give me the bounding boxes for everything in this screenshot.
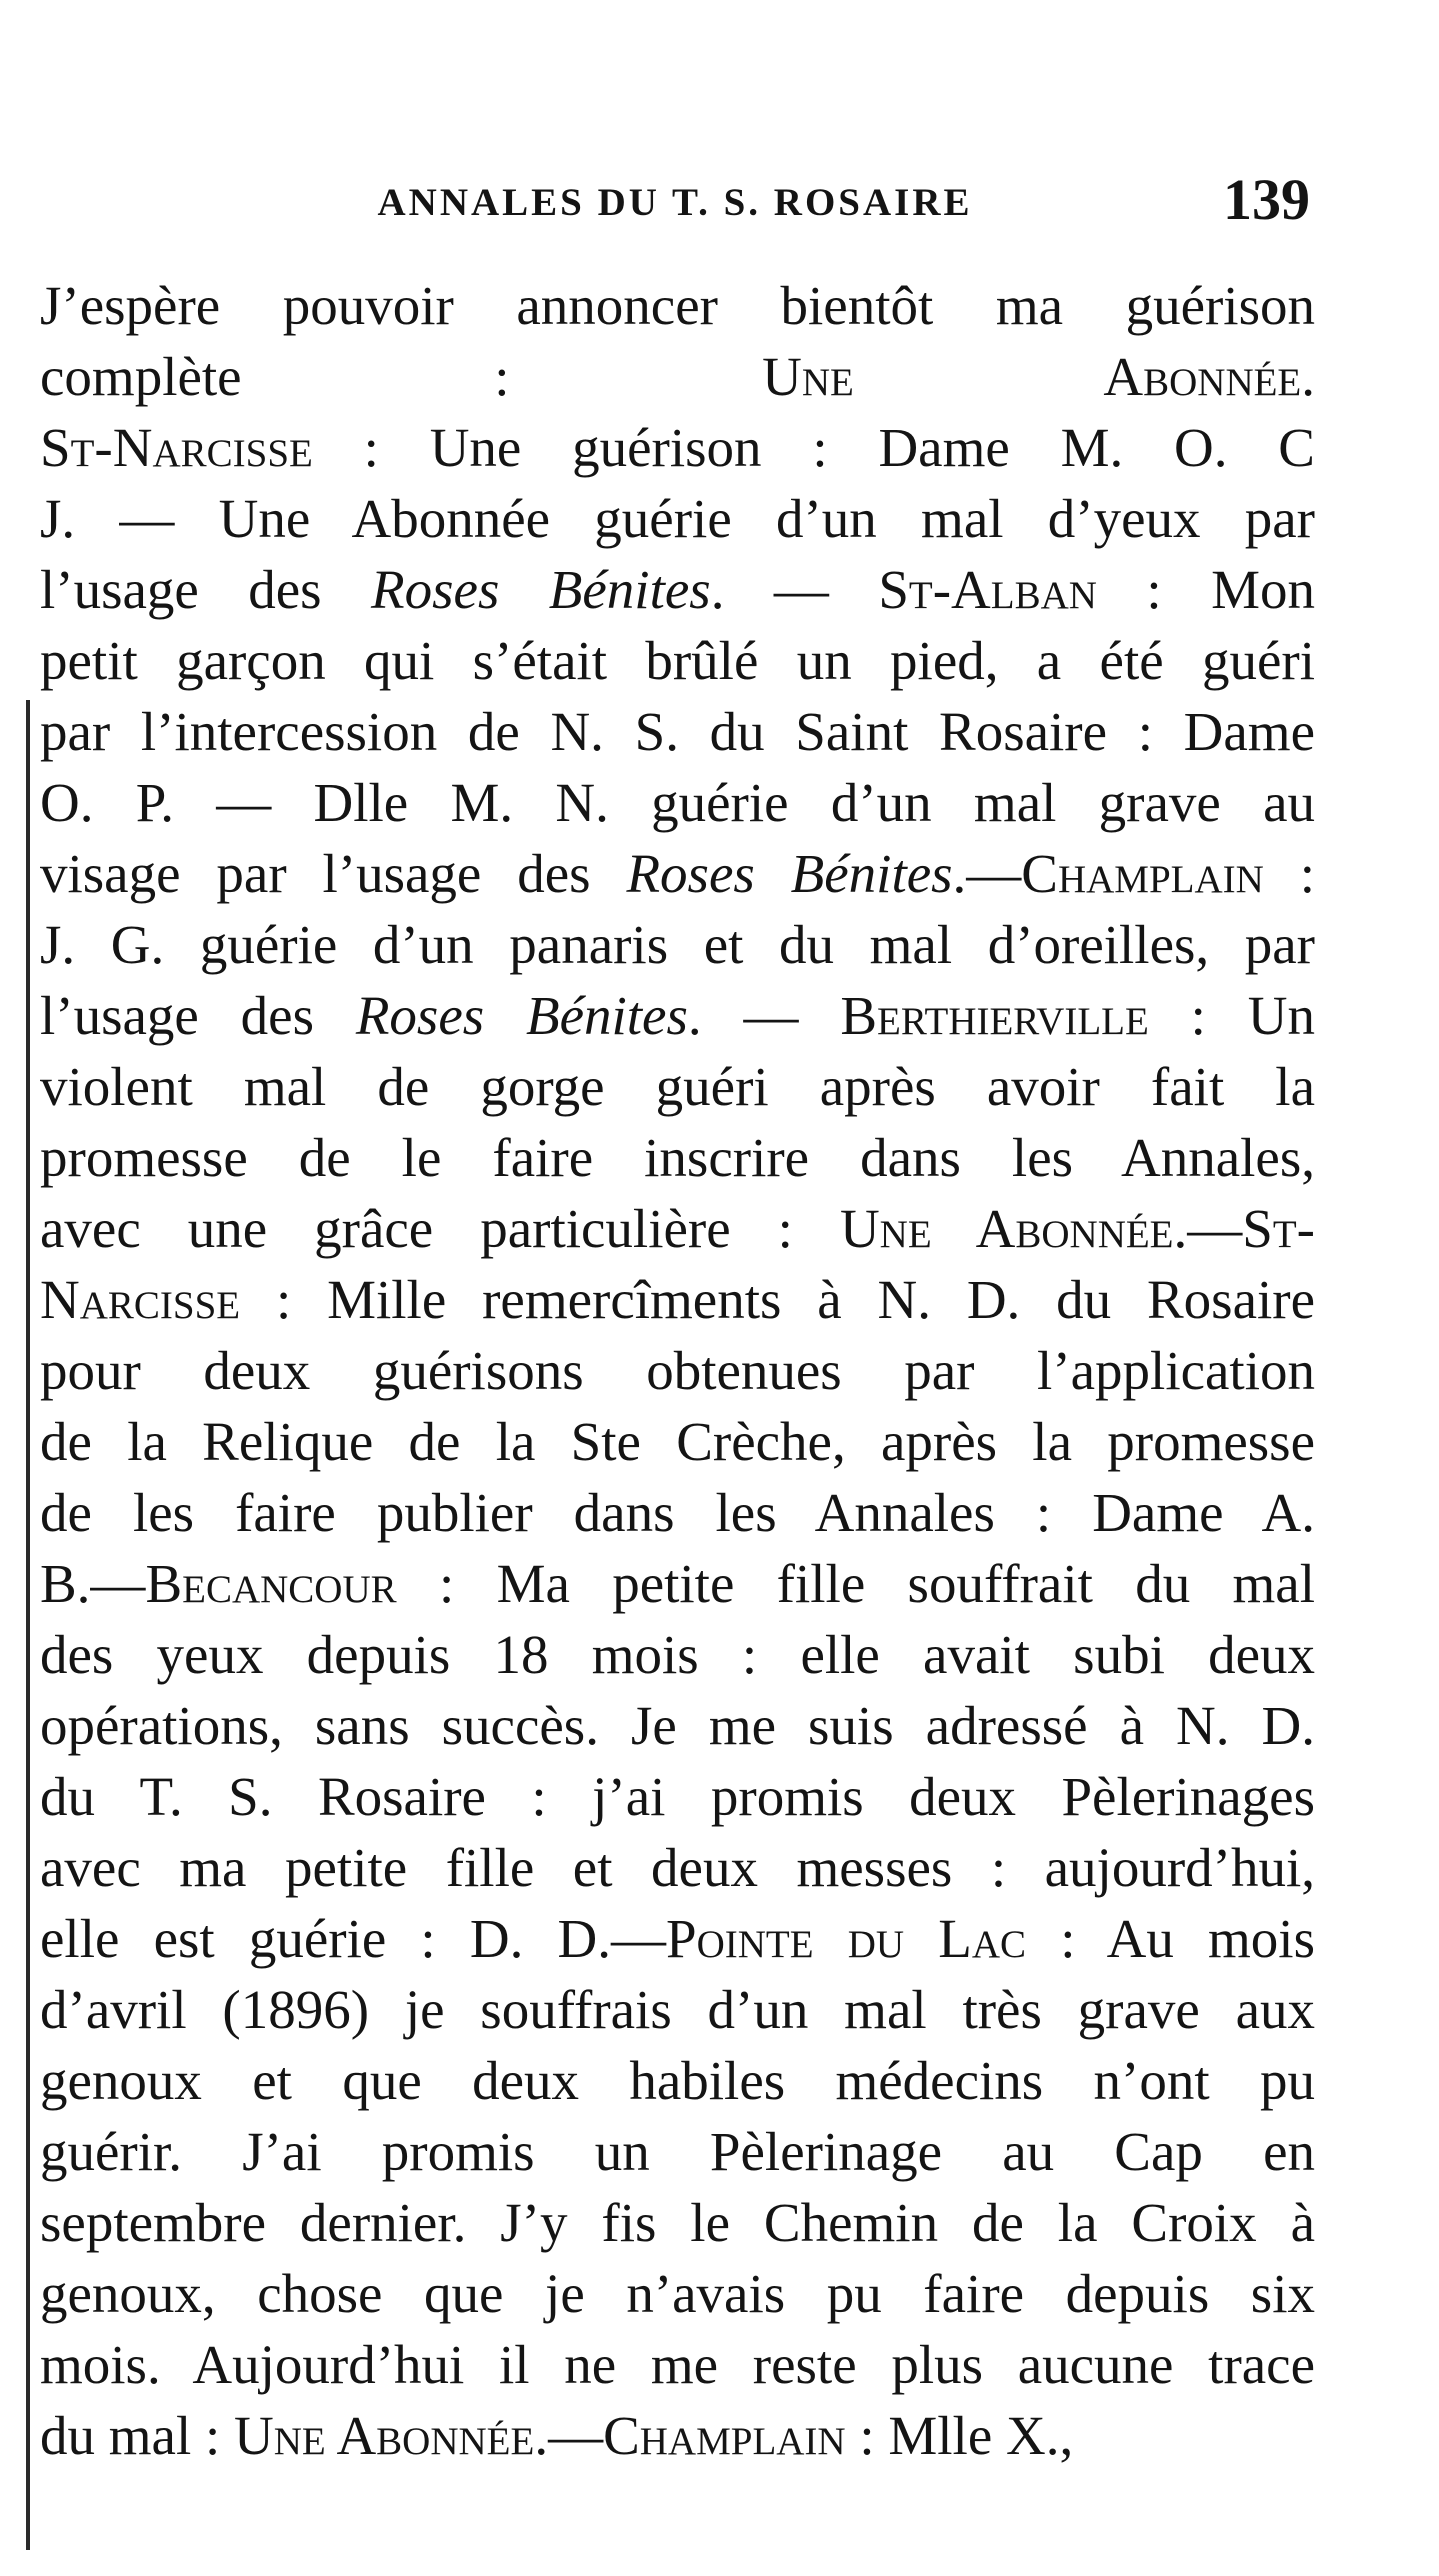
text-segment: . — (687, 985, 841, 1046)
text-line (40, 1548, 1315, 1619)
text-line (40, 696, 1315, 767)
small-caps-segment: Une Abonnée (762, 346, 1302, 407)
text-segment: l’usage des (40, 985, 356, 1046)
small-caps-segment: Narcisse (40, 1269, 241, 1330)
text-segment: : Mlle X., (845, 2405, 1074, 2466)
text-segment: du T. S. Rosaire : j’ai promis deux Pèlerinages (40, 1766, 1315, 1827)
text-segment: J’espère pouvoir annoncer bientôt ma guérison (40, 275, 1315, 336)
text-segment: pour deux guérisons obtenues par l’application (40, 1340, 1315, 1401)
text-segment: complète : (40, 346, 763, 407)
text-segment: : Au mois (1026, 1908, 1315, 1969)
small-caps-segment: Une Abonnée (839, 1198, 1174, 1259)
text-line (40, 980, 1315, 1051)
text-segment: avec une grâce particulière : (40, 1198, 840, 1259)
text-segment: promesse de le faire inscrire dans les Annales, (40, 1127, 1315, 1188)
binding-edge-rule (26, 700, 30, 2550)
italic-segment: Roses Bénites (355, 985, 688, 1046)
small-caps-segment: Une Abonnée (234, 2405, 535, 2466)
italic-segment: Roses Bénites (626, 843, 953, 904)
text-segment: l’usage des (40, 559, 372, 620)
text-segment: elle est guérie : D. D.— (40, 1908, 667, 1969)
text-segment: : Mille remercîments à N. D. du Rosaire (240, 1269, 1315, 1330)
text-segment: .— (1173, 1198, 1243, 1259)
small-caps-segment: Berthierville (840, 985, 1149, 1046)
text-line (40, 2116, 1315, 2187)
text-segment: de la Relique de la Ste Crèche, après la promesse (40, 1411, 1315, 1472)
text-segment: du mal : (40, 2405, 235, 2466)
text-segment: : Ma petite fille souffrait du mal (396, 1553, 1315, 1614)
text-segment: . — (710, 559, 879, 620)
text-line (40, 1903, 1315, 1974)
text-line (40, 483, 1315, 554)
text-segment: .— (534, 2405, 604, 2466)
text-segment: d’avril (1896) je souffrais d’un mal très grave aux (40, 1979, 1315, 2040)
text-segment: genoux, chose que je n’avais pu faire depuis six (40, 2263, 1315, 2324)
text-line (40, 1122, 1315, 1193)
small-caps-segment: Becancour (145, 1553, 397, 1614)
text-line (40, 1832, 1315, 1903)
small-caps-segment: Champlain (603, 2405, 846, 2466)
text-line (40, 1406, 1315, 1477)
text-line (40, 1619, 1315, 1690)
small-caps-segment: St-Alban (878, 559, 1097, 620)
text-line (40, 554, 1315, 625)
text-line (40, 1193, 1315, 1264)
text-segment: genoux et que deux habiles médecins n’ont pu (40, 2050, 1315, 2111)
text-segment: avec ma petite fille et deux messes : aujourd’hui, (40, 1837, 1315, 1898)
text-segment: : (1263, 843, 1316, 904)
text-line (40, 1335, 1315, 1406)
text-line (40, 2187, 1315, 2258)
text-line (40, 1051, 1315, 1122)
text-segment: opérations, sans succès. Je me suis adressé à N. D. (40, 1695, 1315, 1756)
text-segment: de les faire publier dans les Annales : Dame A. (40, 1482, 1315, 1543)
text-line (40, 1690, 1315, 1761)
text-segment: mois. Aujourd’hui il ne me reste plus aucune trace (40, 2334, 1315, 2395)
small-caps-segment: St-Narcisse (40, 417, 313, 478)
text-segment: . (1301, 346, 1316, 407)
text-line (40, 2400, 1315, 2471)
text-segment: petit garçon qui s’était brûlé un pied, a été guéri (40, 630, 1315, 691)
small-caps-segment: Pointe du Lac (666, 1908, 1027, 1969)
text-segment: guérir. J’ai promis un Pèlerinage au Cap en (40, 2121, 1315, 2182)
text-line (40, 1974, 1315, 2045)
text-segment: J. G. guérie d’un panaris et du mal d’oreilles, par (40, 914, 1315, 975)
text-segment: : Un (1148, 985, 1315, 1046)
text-segment: des yeux depuis 18 mois : elle avait subi deux (40, 1624, 1315, 1685)
text-segment: violent mal de gorge guéri après avoir fait la (40, 1056, 1315, 1117)
text-segment: : Une guérison : Dame M. O. C (312, 417, 1315, 478)
text-line (40, 2258, 1315, 2329)
small-caps-segment: Champlain (1021, 843, 1264, 904)
body-text (40, 270, 1315, 2471)
text-segment: septembre dernier. J’y fis le Chemin de la Croix à (40, 2192, 1315, 2253)
text-line (40, 2329, 1315, 2400)
italic-segment: Roses Bénites (371, 559, 711, 620)
text-segment: O. P. — Dlle M. N. guérie d’un mal grave au (40, 772, 1315, 833)
text-line (40, 2045, 1315, 2116)
text-line (40, 909, 1315, 980)
text-line (40, 1264, 1315, 1335)
text-segment: .— (952, 843, 1022, 904)
text-line (40, 625, 1315, 696)
text-line (40, 838, 1315, 909)
page-number: 139 (1223, 167, 1310, 232)
text-segment: J. — Une Abonnée guérie d’un mal d’yeux par (40, 488, 1315, 549)
text-line (40, 1477, 1315, 1548)
text-segment: B.— (40, 1553, 146, 1614)
text-segment: : Mon (1096, 559, 1316, 620)
text-line (40, 341, 1315, 412)
text-line (40, 1761, 1315, 1832)
page-header (40, 158, 1310, 248)
small-caps-segment: St- (1242, 1198, 1315, 1259)
text-line (40, 270, 1315, 341)
text-line (40, 412, 1315, 483)
text-segment: par l’intercession de N. S. du Saint Rosaire : Dame (40, 701, 1315, 762)
text-segment: visage par l’usage des (40, 843, 627, 904)
running-title: ANNALES DU T. S. ROSAIRE (377, 181, 973, 224)
text-line (40, 767, 1315, 838)
